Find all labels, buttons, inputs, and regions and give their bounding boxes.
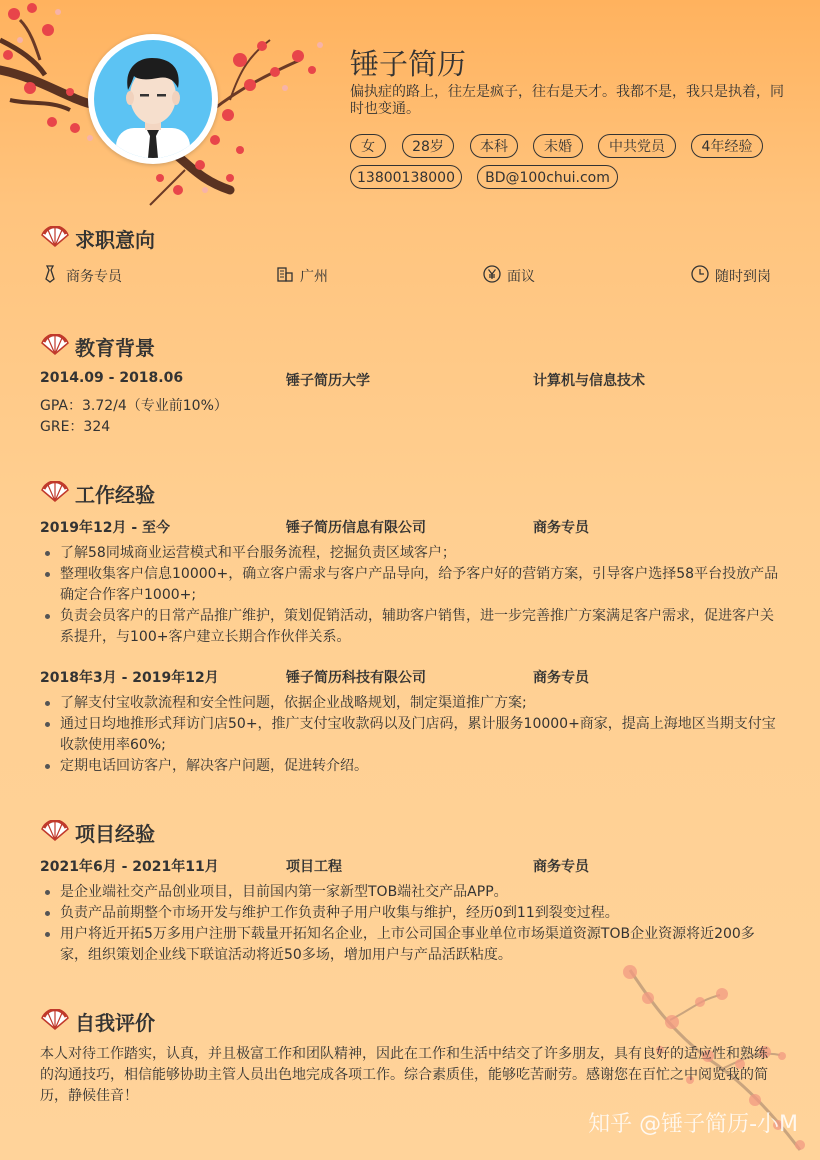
job-1-role: 商务专员 (533, 520, 589, 536)
section-title-self: 自我评价 (75, 1011, 155, 1035)
job-2-role: 商务专员 (533, 670, 589, 686)
job-1-company: 锤子简历信息有限公司 (286, 520, 426, 536)
list-item: 整理收集客户信息10000+，确立客户需求与客户产品导向，给予客户好的营销方案，引导客户选择58平台投放产品确定合作客户1000+; (40, 564, 780, 606)
tag-marital: 未婚 (533, 134, 583, 158)
list-item: 用户将近开拓5万多用户注册下载量开拓知名企业，上市公司国企事业单位市场渠道资源TOB企业资源将近200多家，组织策划企业线下联谊活动将近50多场，增加用户与产品活跃粘度。 (40, 924, 780, 966)
education-gre: GRE：324 (40, 419, 111, 435)
intent-position (66, 266, 122, 286)
education-period: 2014.09 - 2018.06 (40, 370, 184, 386)
fan-icon (40, 1009, 70, 1031)
section-title-project: 项目经验 (75, 822, 155, 846)
project-role: 商务专员 (533, 859, 589, 875)
fan-icon (40, 820, 70, 842)
list-item: 了解58同城商业运营模式和平台服务流程，挖掘负责区域客户； (40, 543, 780, 564)
list-item: 了解支付宝收款流程和安全性问题，依据企业战略规划，制定渠道推广方案; (40, 693, 780, 714)
job-2-company: 锤子简历科技有限公司 (286, 670, 426, 686)
building-icon (276, 265, 294, 283)
intent-city (300, 266, 328, 286)
list-item: 定期电话回访客户，解决客户问题，促进转介绍。 (40, 756, 780, 777)
section-title-intent: 求职意向 (75, 228, 155, 252)
intent-city-text: 广州 (300, 269, 328, 285)
intent-availability-text: 随时到岗 (715, 269, 771, 285)
tag-age: 28岁 (402, 134, 454, 158)
list-item: 是企业端社交产品创业项目，目前国内第一家新型TOB端社交产品APP。 (40, 882, 780, 903)
tag-party: 中共党员 (598, 134, 676, 158)
section-title-education: 教育背景 (75, 336, 155, 360)
project-period: 2021年6月 - 2021年11月 (40, 859, 219, 875)
avatar (88, 34, 218, 164)
tag-gender: 女 (350, 134, 386, 158)
project-name: 项目工程 (286, 859, 342, 875)
intent-position-text: 商务专员 (66, 269, 122, 285)
job-1-period: 2019年12月 - 至今 (40, 520, 171, 536)
project-duties (40, 882, 780, 966)
person-icon (94, 40, 212, 158)
resume-title: 锤子简历 (350, 47, 467, 81)
list-item: 负责产品前期整个市场开发与维护工作负责种子用户收集与维护，经历0到11到裂变过程。 (40, 903, 780, 924)
fan-icon (40, 481, 70, 503)
intent-salary (507, 266, 535, 286)
tie-icon (42, 265, 58, 283)
fan-icon (40, 226, 70, 248)
fan-icon (40, 334, 70, 356)
email-tag: BD@100chui.com (477, 165, 618, 189)
tag-experience: 4年经验 (691, 134, 763, 158)
education-school: 锤子简历大学 (286, 373, 370, 389)
clock-icon (691, 265, 709, 283)
intent-salary-text: 面议 (507, 269, 535, 285)
phone-tag: 13800138000 (350, 165, 462, 189)
job-2-duties (40, 693, 780, 777)
watermark: 知乎 @锤子简历-小M (588, 1112, 798, 1137)
motto-text: 偏执症的路上，往左是疯子，往右是天才。我都不是，我只是执着，同时也变通。 (350, 84, 784, 117)
self-evaluation-text: 本人对待工作踏实，认真，并且极富工作和团队精神，因此在工作和生活中结交了许多朋友，具有良好的适应性和熟练的沟通技巧，相信能够协助主管人员出色地完成各项工作。综合素质佳，能够吃苦耐劳。感谢您在百忙之中阅览我的简历，静候佳音！ (40, 1046, 768, 1104)
job-2-period: 2018年3月 - 2019年12月 (40, 670, 219, 686)
list-item: 负责会员客户的日常产品推广维护，策划促销活动，辅助客户销售，进一步完善推广方案满足客户需求，促进客户关系提升，与100+客户建立长期合作伙伴关系。 (40, 606, 780, 648)
yen-icon (483, 265, 501, 283)
section-title-work: 工作经验 (75, 483, 155, 507)
job-1-duties (40, 543, 780, 648)
education-major: 计算机与信息技术 (533, 373, 645, 389)
tag-degree: 本科 (470, 134, 518, 158)
list-item: 通过日均地推形式拜访门店50+，推广支付宝收款码以及门店码，累计服务10000+商家，提高上海地区当期支付宝收款使用率60%; (40, 714, 780, 756)
education-gpa: GPA：3.72/4（专业前10%） (40, 398, 228, 414)
intent-availability (715, 266, 771, 286)
